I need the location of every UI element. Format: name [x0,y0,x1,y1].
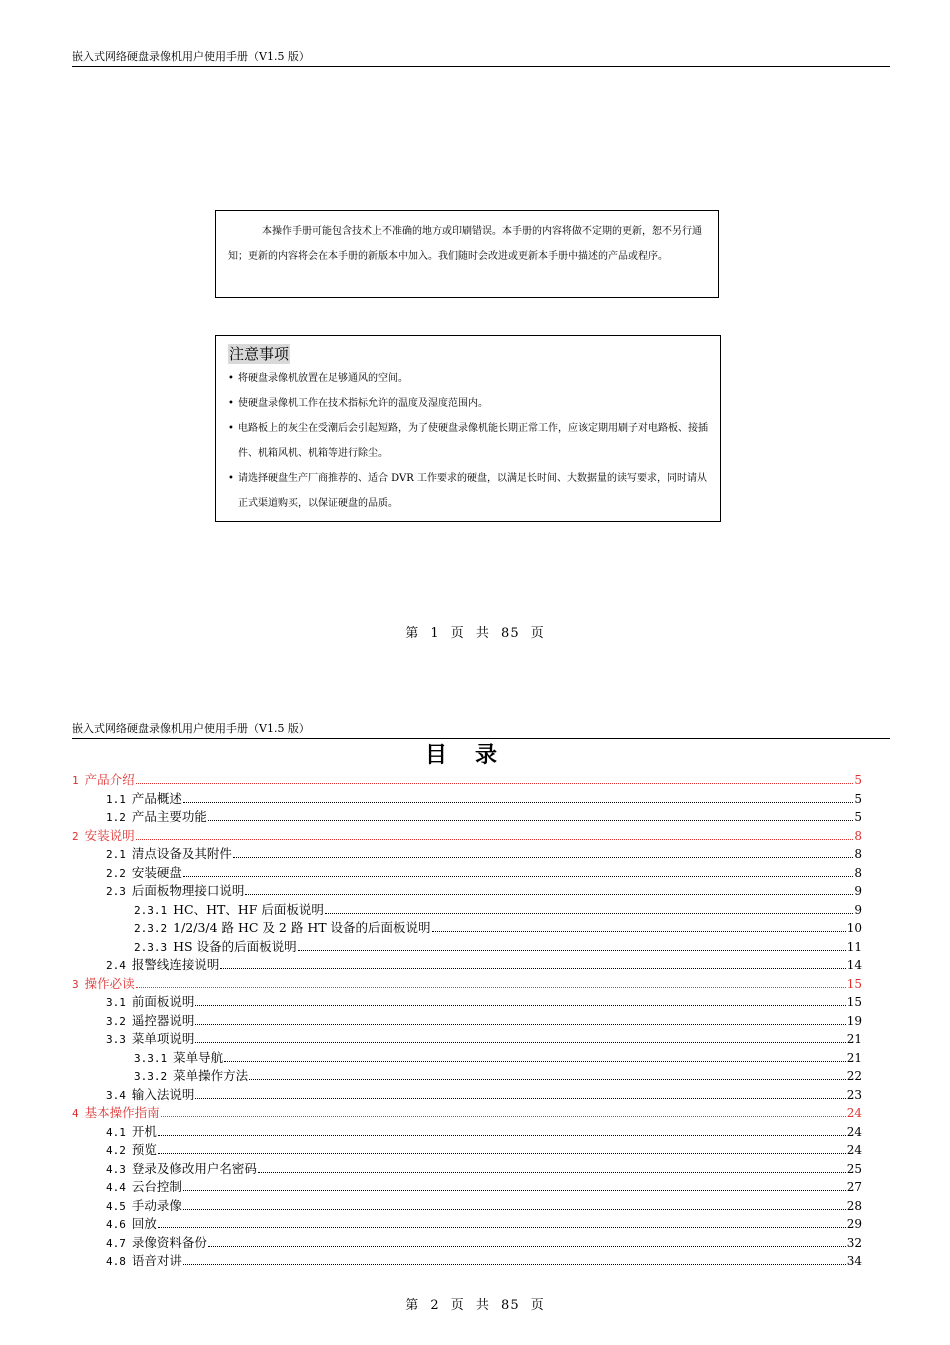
toc-entry-page: 19 [846,1013,862,1028]
toc-entry-page: 34 [846,1254,862,1268]
toc-entry-label [106,1141,157,1161]
toc-title: 目录 [424,742,525,768]
toc-leader-dots [208,1246,846,1247]
table-of-contents [72,771,862,1271]
toc-leader-dots [136,987,846,988]
toc-entry-page: 8 [854,847,862,861]
toc-entry-page: 15 [846,995,862,1009]
toc-entry-page: 24 [846,1106,862,1120]
page-footer: 第 2 页 共 85 页 [405,1298,545,1313]
toc-entry-page: 5 [854,791,862,806]
toc-entry[interactable] [72,901,862,920]
bullet-icon: • [228,398,234,409]
toc-leader-dots [183,1264,846,1265]
toc-entry[interactable] [72,1104,862,1123]
page-footer: 第 1 页 共 85 页 [405,626,545,641]
toc-leader-dots [249,1079,846,1080]
toc-entry-page: 10 [846,921,862,935]
toc-entry-label [106,956,219,976]
toc-entry[interactable] [72,771,862,790]
toc-entry-label [134,1067,248,1087]
toc-entry-number: 4.5 [106,1199,126,1213]
toc-leader-dots [183,802,853,803]
notice-text: 请选择硬盘生产厂商推荐的、适合 DVR 工作要求的硬盘，以满足长时间、大数据量的读写要求，同时请从正式渠道购买，以保证硬盘的品质。 [238,473,707,509]
toc-entry-label [72,827,135,847]
toc-entry-page: 32 [846,1235,862,1250]
toc-entry-number: 2.3.3 [134,940,168,954]
toc-leader-dots [224,1061,846,1062]
toc-leader-dots [298,950,846,951]
notice-title: 注意事项 [229,345,290,363]
toc-leader-dots [161,1116,846,1117]
toc-entry-number: 3.1 [106,996,126,1009]
toc-entry-label [106,1215,157,1235]
toc-entry-number: 4.6 [106,1218,126,1231]
toc-leader-dots [183,876,853,877]
disclaimer-box [215,210,719,298]
toc-entry-number: 4.1 [106,1125,126,1139]
toc-leader-dots [233,857,853,858]
toc-entry-number: 2.1 [106,848,126,861]
toc-entry-label [134,1049,223,1069]
toc-entry[interactable] [72,919,862,938]
toc-entry-label [134,919,431,939]
toc-entry-number: 2.2 [106,866,126,880]
toc-entry-title: 输入法说明 [131,1086,195,1102]
toc-entry-number: 3.3 [106,1033,126,1046]
toc-entry-title: 回放 [131,1216,157,1231]
toc-entry-title: 安装硬盘 [131,864,182,880]
toc-entry-label [106,1197,182,1217]
toc-leader-dots [325,913,853,914]
toc-entry-title: 录像资料备份 [131,1234,207,1250]
page-2 [0,680,950,1345]
toc-entry-number: 3 [72,977,79,991]
toc-leader-dots [195,1005,845,1006]
toc-entry-label [106,882,244,902]
toc-entry-label [106,845,232,865]
toc-entry-title: 1/2/3/4 路 HC 及 2 路 HT 设备的后面板说明 [173,920,431,935]
toc-entry[interactable] [72,882,862,901]
toc-entry-page: 14 [846,958,862,972]
toc-entry-page: 21 [846,1050,862,1065]
toc-entry[interactable] [72,1067,862,1086]
toc-entry-page: 8 [854,865,862,880]
notice-text: 将硬盘录像机放置在足够通风的空间。 [238,373,408,384]
toc-entry-title: 安装说明 [84,827,135,843]
toc-leader-dots [136,839,854,840]
toc-entry[interactable] [72,1086,862,1105]
toc-entry-label [106,1030,194,1050]
toc-entry-number: 4 [72,1107,79,1120]
toc-entry-page: 25 [846,1161,862,1176]
toc-entry-page: 22 [846,1069,862,1083]
toc-entry-number: 2.4 [106,959,126,972]
toc-entry-label [106,993,194,1013]
notice-item [228,366,710,391]
toc-entry-page: 28 [846,1198,862,1213]
toc-entry-page: 9 [854,884,862,898]
notice-text: 电路板上的灰尘在受潮后会引起短路，为了使硬盘录像机能长期正常工作，应该定期用刷子对电路板、接插件、机箱风机、机箱等进行除尘。 [238,423,708,459]
toc-entry-number: 4.2 [106,1144,126,1157]
toc-entry[interactable] [72,1252,862,1271]
toc-leader-dots [158,1135,846,1136]
toc-entry[interactable] [72,1178,862,1197]
toc-entry-number: 3.3.1 [134,1051,168,1065]
toc-entry-label [106,1234,207,1254]
toc-leader-dots [195,1024,845,1025]
toc-entry-label [72,975,135,995]
toc-entry-label [106,808,207,828]
toc-entry-number: 4.4 [106,1181,126,1194]
toc-entry-title: 登录及修改用户名密码 [131,1160,257,1176]
toc-entry-label [106,864,182,884]
toc-entry-title: 菜单导航 [173,1049,224,1065]
toc-entry-label [106,1086,194,1106]
toc-entry[interactable] [72,1215,862,1234]
toc-entry[interactable] [72,864,862,883]
toc-entry[interactable] [72,790,862,809]
toc-leader-dots [245,894,853,895]
toc-leader-dots [195,1098,845,1099]
toc-entry-number: 4.7 [106,1236,126,1250]
toc-entry[interactable] [72,1012,862,1031]
toc-leader-dots [136,783,854,784]
toc-entry-label [106,1123,157,1143]
toc-entry-page: 11 [846,939,862,954]
toc-entry-title: 清点设备及其附件 [131,846,232,861]
toc-entry-title: 菜单操作方法 [173,1068,249,1083]
toc-entry-title: 语音对讲 [131,1253,182,1268]
toc-entry-title: 基本操作指南 [84,1105,160,1120]
toc-leader-dots [158,1153,846,1154]
toc-entry-label [106,1252,182,1272]
toc-entry-page: 5 [854,773,862,787]
notice-item [228,466,710,516]
toc-entry-label [72,771,135,791]
toc-entry-number: 2.3.2 [134,922,168,935]
notice-item [228,416,710,466]
toc-entry[interactable] [72,827,862,846]
toc-entry-label [134,938,297,958]
toc-entry[interactable] [72,1234,862,1253]
toc-leader-dots [183,1209,846,1210]
running-header: 嵌入式网络硬盘录像机用户使用手册（V1.5 版） [72,50,890,67]
toc-entry-title: HC、HT、HF 后面板说明 [173,901,324,917]
toc-entry-number: 3.4 [106,1088,126,1102]
toc-entry-number: 3.3.2 [134,1070,168,1083]
toc-entry-label [106,1160,257,1180]
toc-entry-title: 后面板物理接口说明 [131,883,245,898]
toc-entry[interactable] [72,1030,862,1049]
toc-entry[interactable] [72,993,862,1012]
toc-entry-number: 2.3.1 [134,903,168,917]
toc-entry-page: 23 [846,1087,862,1102]
toc-entry[interactable] [72,845,862,864]
toc-entry-title: 产品主要功能 [131,809,207,824]
toc-entry-number: 3.2 [106,1014,126,1028]
disclaimer-text: 本操作手册可能包含技术上不准确的地方或印刷错误。本手册的内容将做不定期的更新，恕不另行通知；更新的内容将会在本手册的新版本中加入。我们随时会改进或更新本手册中描述的产品或程序。 [228,226,702,262]
toc-leader-dots [208,820,853,821]
toc-entry-number: 4.8 [106,1255,126,1268]
toc-entry[interactable] [72,938,862,957]
toc-entry-label [134,901,324,921]
toc-entry-label [72,1104,160,1124]
toc-entry-label [106,1178,182,1198]
toc-entry-number: 1.1 [106,792,126,806]
toc-entry-page: 8 [854,828,862,843]
toc-entry-title: 产品介绍 [84,772,135,787]
toc-entry-page: 9 [854,902,862,917]
toc-leader-dots [258,1172,846,1173]
toc-leader-dots [195,1042,845,1043]
toc-entry-number: 2.3 [106,885,126,898]
notice-text: 使硬盘录像机工作在技术指标允许的温度及湿度范围内。 [238,398,488,409]
notice-box [215,335,721,522]
toc-entry[interactable] [72,1160,862,1179]
toc-entry-page: 24 [846,1124,862,1139]
toc-entry[interactable] [72,1123,862,1142]
toc-entry-page: 29 [846,1217,862,1231]
toc-entry-page: 21 [846,1032,862,1046]
toc-entry-title: 预览 [131,1142,157,1157]
toc-leader-dots [432,931,846,932]
toc-entry-title: 操作必读 [84,975,135,991]
toc-entry-page: 15 [846,976,862,991]
toc-entry-label [106,1012,194,1032]
toc-entry-title: 报警线连接说明 [131,957,220,972]
toc-entry[interactable] [72,1197,862,1216]
toc-entry-title: 云台控制 [131,1179,182,1194]
toc-leader-dots [183,1190,846,1191]
toc-entry-title: HS 设备的后面板说明 [173,938,297,954]
toc-entry-title: 产品概述 [131,790,182,806]
toc-entry-title: 菜单项说明 [131,1031,195,1046]
toc-entry-number: 1 [72,774,79,787]
toc-entry[interactable] [72,975,862,994]
toc-entry-page: 27 [846,1180,862,1194]
toc-entry-number: 4.3 [106,1162,126,1176]
toc-entry[interactable] [72,1049,862,1068]
toc-leader-dots [158,1227,846,1228]
toc-entry-label [106,790,182,810]
notice-item [228,391,710,416]
bullet-icon: • [228,373,234,384]
toc-entry-title: 开机 [131,1123,157,1139]
toc-entry-title: 手动录像 [131,1197,182,1213]
toc-entry-page: 5 [854,810,862,824]
toc-entry[interactable] [72,1141,862,1160]
running-header: 嵌入式网络硬盘录像机用户使用手册（V1.5 版） [72,722,890,739]
bullet-icon: • [228,473,234,484]
toc-entry-title: 前面板说明 [131,994,195,1009]
toc-entry-page: 24 [846,1143,862,1157]
bullet-icon: • [228,423,234,434]
toc-entry-number: 1.2 [106,811,126,824]
toc-entry[interactable] [72,808,862,827]
toc-entry-number: 2 [72,829,79,843]
toc-entry[interactable] [72,956,862,975]
toc-entry-title: 遥控器说明 [131,1012,195,1028]
toc-leader-dots [220,968,845,969]
